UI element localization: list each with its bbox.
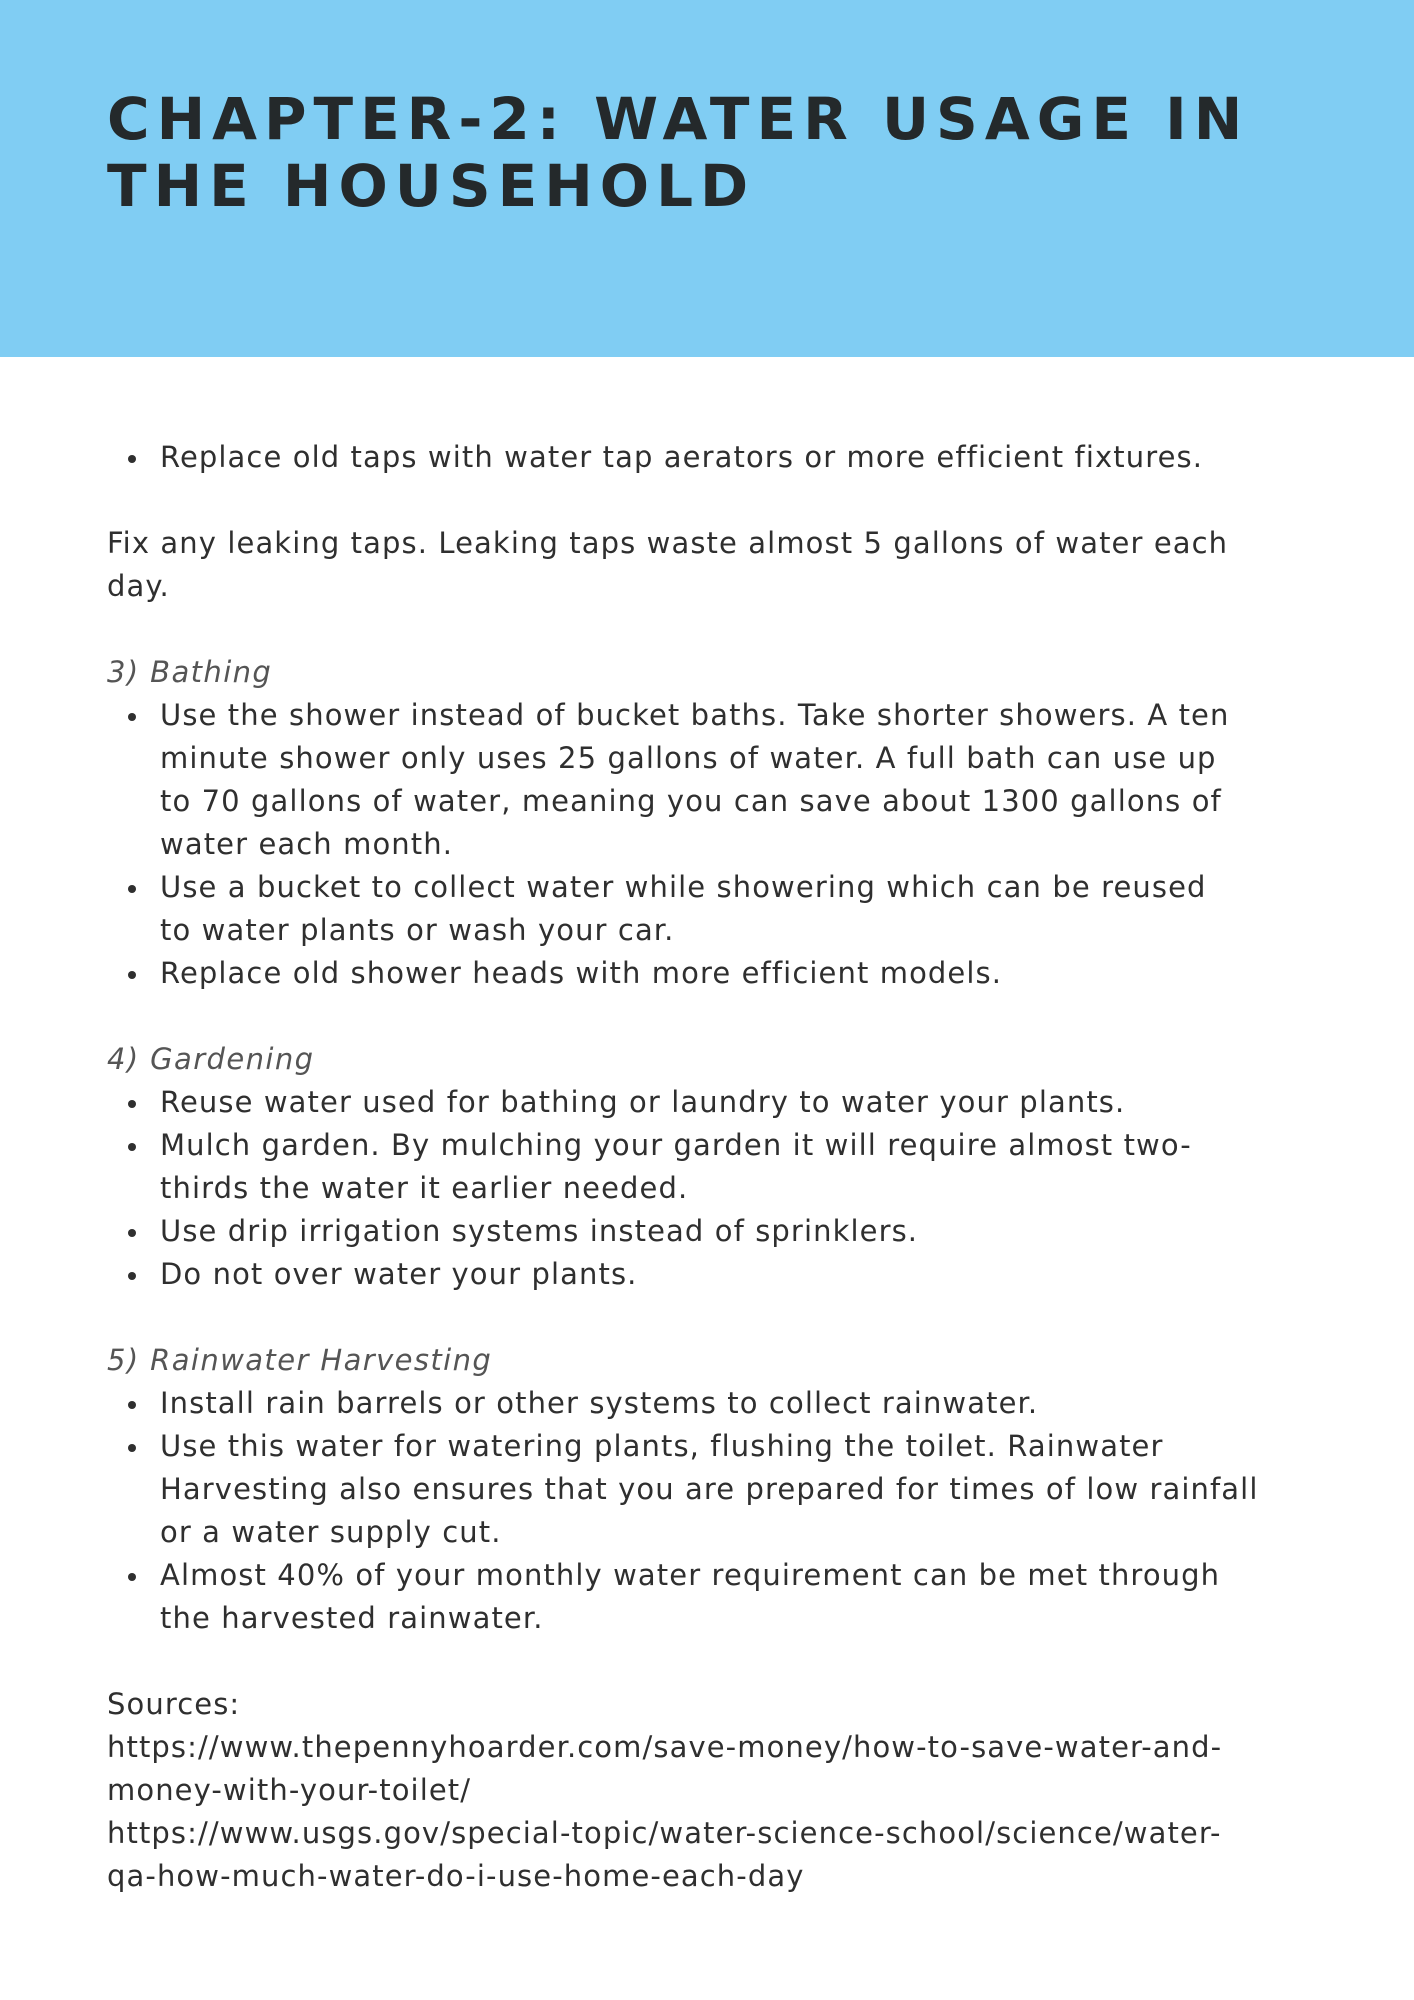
chapter-header-banner — [0, 0, 1414, 357]
bullet-icon — [128, 1229, 136, 1237]
bullet-icon — [128, 1401, 136, 1409]
source-link-usgs[interactable]: https://www.usgs.gov/special-topic/water-science-school/science/water- qa-how-much-water-do-i-use-home-each-day — [107, 1816, 1222, 1893]
list-item: Replace old shower heads with more efficient models. — [107, 952, 1337, 995]
bullet-icon — [128, 885, 136, 893]
list-item: Use the shower instead of bucket baths. Take shorter showers. A ten minute shower only uses 25 gallons of water. A full bath can use up to 70 gallons of water, meaning you can save about 1300 gallons of water each month. — [107, 694, 1337, 866]
list-item: Use this water for watering plants, flushing the toilet. Rainwater Harvesting also ensures that you are prepared for times of low rainfall or a water supply cut. — [107, 1425, 1337, 1554]
bullet-text: Replace old taps with water tap aerators or more efficient fixtures. — [160, 440, 1204, 474]
list-item: Reuse water used for bathing or laundry to water your plants. — [107, 1081, 1337, 1124]
bathing-bullet-list — [107, 694, 1337, 995]
section-heading-gardening: 4) Gardening — [107, 1042, 315, 1076]
chapter-title — [107, 86, 1327, 220]
rainwater-bullet-list — [107, 1382, 1337, 1640]
bullet-icon — [128, 1444, 136, 1452]
bullet-icon — [128, 455, 136, 463]
section-heading-rainwater: 5) Rainwater Harvesting — [107, 1343, 493, 1377]
bullet-icon — [128, 1143, 136, 1151]
section-heading-bathing: 3) Bathing — [107, 655, 273, 689]
list-item: Mulch garden. By mulching your garden it will require almost two- thirds the water it earlier needed. — [107, 1124, 1337, 1210]
list-item: Do not over water your plants. — [107, 1253, 1337, 1296]
bullet-icon — [128, 1573, 136, 1581]
sources-label: Sources: — [107, 1687, 241, 1721]
list-item: Almost 40% of your monthly water requirement can be met through the harvested rainwater. — [107, 1554, 1337, 1640]
list-item: Use a bucket to collect water while showering which can be reused to water plants or wash your car. — [107, 866, 1337, 952]
bullet-icon — [128, 971, 136, 979]
list-item: Install rain barrels or other systems to collect rainwater. — [107, 1382, 1337, 1425]
bullet-icon — [128, 1100, 136, 1108]
source-link-pennyhoarder[interactable]: https://www.thepennyhoarder.com/save-money/how-to-save-water-and- money-with-your-toilet/ — [107, 1730, 1223, 1807]
bullet-icon — [128, 1272, 136, 1280]
chapter-title-line-1: CHAPTER-2: WATER USAGE IN — [107, 85, 1250, 153]
bullet-icon — [128, 713, 136, 721]
gardening-bullet-list — [107, 1081, 1337, 1296]
intro-bullet-list — [107, 436, 1337, 479]
list-item — [107, 436, 1337, 479]
chapter-title-line-2: THE HOUSEHOLD — [107, 152, 756, 220]
list-item: Use drip irrigation systems instead of sprinklers. — [107, 1210, 1337, 1253]
document-body — [107, 436, 1337, 1898]
leaking-taps-paragraph: Fix any leaking taps. Leaking taps waste almost 5 gallons of water each day. — [107, 526, 1229, 603]
